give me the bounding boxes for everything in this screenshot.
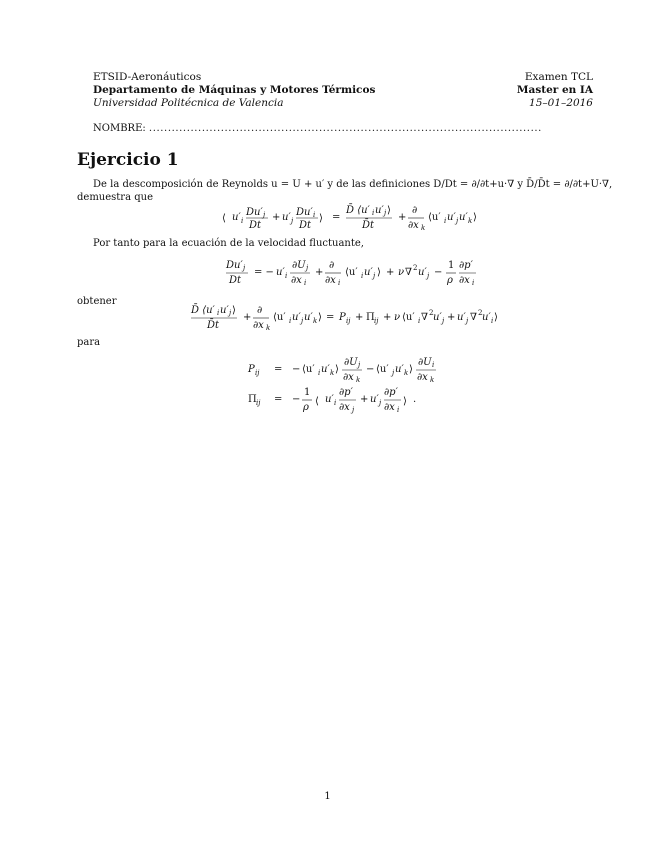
svg-text:u′: u′ xyxy=(457,312,466,323)
svg-text:k: k xyxy=(330,369,335,377)
svg-text:u′: u′ xyxy=(459,212,468,223)
svg-text:⟨u′: ⟨u′ xyxy=(302,364,315,375)
exercise-title: Ejercicio 1 xyxy=(77,150,179,170)
svg-text:∂U: ∂U xyxy=(344,357,358,368)
svg-text:⟨u′: ⟨u′ xyxy=(402,312,415,323)
svg-text:+: + xyxy=(383,312,392,323)
svg-text:i: i xyxy=(313,211,316,219)
svg-text:j: j xyxy=(243,264,246,272)
svg-text:D̄t: D̄t xyxy=(362,220,375,231)
university-name: Universidad Politécnica de Valencia xyxy=(93,97,284,109)
svg-text:ij: ij xyxy=(256,399,261,407)
text-obtain: obtener xyxy=(77,296,117,307)
svg-text:=: = xyxy=(274,394,283,405)
svg-text:u′: u′ xyxy=(282,212,291,223)
svg-text:ν: ν xyxy=(398,267,405,278)
svg-text:+: + xyxy=(360,394,369,405)
svg-text:−: − xyxy=(292,394,301,405)
svg-text:∇: ∇ xyxy=(421,312,428,323)
svg-text:j: j xyxy=(263,211,266,219)
name-dots: ........................................................................................................ xyxy=(148,123,542,134)
svg-text:j: j xyxy=(466,317,469,325)
svg-text:+: + xyxy=(315,267,324,278)
svg-text:u′: u′ xyxy=(433,312,442,323)
svg-text:i: i xyxy=(472,279,475,287)
svg-text:u′: u′ xyxy=(395,364,404,375)
svg-text:i: i xyxy=(304,279,307,287)
svg-text:k: k xyxy=(356,376,361,384)
svg-text:−: − xyxy=(434,267,443,278)
exam-date: 15–01–2016 xyxy=(529,97,593,109)
svg-text:∂x: ∂x xyxy=(384,402,395,413)
svg-text:∂x: ∂x xyxy=(408,220,419,231)
svg-text:⟨u′: ⟨u′ xyxy=(345,267,358,278)
svg-text:i: i xyxy=(418,317,421,325)
svg-text:k: k xyxy=(430,376,435,384)
svg-text:2: 2 xyxy=(413,264,418,272)
svg-text:j: j xyxy=(301,317,304,325)
svg-text:⟩: ⟩ xyxy=(232,305,236,316)
svg-text:i: i xyxy=(285,272,288,280)
svg-text:k: k xyxy=(266,324,271,332)
page-number: 1 xyxy=(324,791,331,802)
svg-text:2: 2 xyxy=(429,309,434,317)
svg-text:Π: Π xyxy=(248,394,257,405)
school-name: ETSID-Aeronáuticos xyxy=(93,71,202,83)
svg-text:⟩: ⟩ xyxy=(494,312,498,323)
svg-text:Du′: Du′ xyxy=(296,207,313,218)
svg-text:⟨u′: ⟨u′ xyxy=(273,312,286,323)
svg-text:ij: ij xyxy=(255,369,260,377)
svg-text:i: i xyxy=(372,209,375,217)
svg-text:j: j xyxy=(291,217,294,225)
svg-text:∂: ∂ xyxy=(329,260,335,271)
svg-text:⟩: ⟩ xyxy=(473,212,477,223)
svg-text:j: j xyxy=(379,399,382,407)
svg-text:⟩: ⟩ xyxy=(387,205,391,216)
svg-text:i: i xyxy=(334,399,337,407)
svg-text:i: i xyxy=(338,279,341,287)
svg-text:⟩: ⟩ xyxy=(319,213,323,224)
svg-text:⟨u′: ⟨u′ xyxy=(376,364,389,375)
svg-text:∂x: ∂x xyxy=(459,275,470,286)
svg-text:D̄t: D̄t xyxy=(207,320,220,331)
svg-text:u′: u′ xyxy=(482,312,491,323)
svg-text:i: i xyxy=(289,317,292,325)
svg-text:−: − xyxy=(366,364,375,375)
svg-text:⟨: ⟨ xyxy=(315,396,319,407)
svg-text:+: + xyxy=(398,212,407,223)
svg-text:u′: u′ xyxy=(321,364,330,375)
svg-text:Dt: Dt xyxy=(229,275,242,286)
text-velocity: Por tanto para la ecuación de la velocidad fluctuante, xyxy=(93,238,364,249)
svg-text:u′: u′ xyxy=(364,267,373,278)
svg-text:j: j xyxy=(352,406,355,414)
svg-text:u′: u′ xyxy=(447,212,456,223)
intro-line-2: demuestra que xyxy=(77,192,153,203)
svg-text:∇: ∇ xyxy=(405,267,412,278)
svg-text:u′: u′ xyxy=(276,267,285,278)
svg-text:= −: = − xyxy=(254,267,274,278)
svg-text:⟩: ⟩ xyxy=(335,364,339,375)
svg-text:+: + xyxy=(243,312,252,323)
svg-text:∂x: ∂x xyxy=(291,275,302,286)
svg-text:⟩: ⟩ xyxy=(409,364,413,375)
text-for: para xyxy=(77,337,101,348)
svg-text:=: = xyxy=(326,312,335,323)
svg-text:∂U: ∂U xyxy=(292,260,306,271)
svg-text:k: k xyxy=(421,224,426,232)
svg-text:u′: u′ xyxy=(220,305,229,316)
svg-text:D̄ ⟨u′: D̄ ⟨u′ xyxy=(346,205,370,216)
svg-text:Dt: Dt xyxy=(299,220,312,231)
svg-text:∂x: ∂x xyxy=(417,372,428,383)
svg-text:D̄ ⟨u′: D̄ ⟨u′ xyxy=(191,305,215,316)
name-label: NOMBRE: xyxy=(93,123,146,134)
svg-text:u′: u′ xyxy=(370,394,379,405)
svg-text:−: − xyxy=(292,364,301,375)
svg-text:∂: ∂ xyxy=(412,205,418,216)
svg-text:u′: u′ xyxy=(418,267,427,278)
svg-text:∂p′: ∂p′ xyxy=(459,260,473,271)
master-name: Master en IA xyxy=(516,84,593,96)
svg-text:P: P xyxy=(339,312,346,323)
svg-text:.: . xyxy=(413,394,417,405)
svg-text:Π: Π xyxy=(366,312,375,323)
svg-text:Dt: Dt xyxy=(249,220,262,231)
svg-text:+: + xyxy=(272,212,281,223)
svg-text:k: k xyxy=(313,317,318,325)
svg-text:j: j xyxy=(373,272,376,280)
svg-text:∂p′: ∂p′ xyxy=(384,387,398,398)
svg-text:j: j xyxy=(229,309,232,317)
svg-text:∂x: ∂x xyxy=(325,275,336,286)
svg-text:∂U: ∂U xyxy=(418,357,432,368)
svg-text:⟩: ⟩ xyxy=(403,396,407,407)
svg-text:2: 2 xyxy=(478,309,483,317)
svg-text:∇: ∇ xyxy=(470,312,477,323)
svg-text:j: j xyxy=(384,209,387,217)
svg-text:=: = xyxy=(332,212,341,223)
svg-text:+: + xyxy=(355,312,364,323)
svg-text:1: 1 xyxy=(448,260,455,271)
svg-text:P: P xyxy=(248,364,255,375)
svg-text:i: i xyxy=(241,217,244,225)
svg-text:ρ: ρ xyxy=(303,402,309,413)
svg-text:⟩: ⟩ xyxy=(377,267,381,278)
svg-text:i: i xyxy=(318,369,321,377)
intro-line-1: De la descomposición de Reynolds u = U + u′ y de las definiciones D/Dt = ∂/∂t+u·∇ y D̄/D̄t = ∂/∂t+U·∇, xyxy=(93,179,613,190)
svg-text:Du′: Du′ xyxy=(226,260,243,271)
svg-text:u′: u′ xyxy=(325,394,334,405)
svg-text:k: k xyxy=(404,369,409,377)
svg-text:ν: ν xyxy=(394,312,401,323)
svg-text:=: = xyxy=(274,364,283,375)
svg-text:⟨u′: ⟨u′ xyxy=(428,212,441,223)
svg-text:j: j xyxy=(427,272,430,280)
svg-text:j: j xyxy=(442,317,445,325)
svg-text:1: 1 xyxy=(304,387,311,398)
svg-text:∂: ∂ xyxy=(257,305,263,316)
svg-text:∂x: ∂x xyxy=(339,402,350,413)
svg-text:i: i xyxy=(397,406,400,414)
svg-text:u′: u′ xyxy=(292,312,301,323)
svg-text:⟨: ⟨ xyxy=(222,213,226,224)
svg-text:ρ: ρ xyxy=(447,275,453,286)
svg-text:u′: u′ xyxy=(304,312,313,323)
svg-text:+: + xyxy=(447,312,456,323)
svg-text:ij: ij xyxy=(374,317,379,325)
svg-text:i: i xyxy=(444,217,447,225)
svg-text:k: k xyxy=(468,217,473,225)
svg-text:i: i xyxy=(217,309,220,317)
svg-text:j: j xyxy=(392,369,395,377)
svg-text:u′: u′ xyxy=(375,205,384,216)
exam-name: Examen TCL xyxy=(524,71,593,83)
svg-text:j: j xyxy=(306,264,309,272)
svg-text:ij: ij xyxy=(346,317,351,325)
department-name: Departamento de Máquinas y Motores Térmicos xyxy=(93,84,376,96)
svg-text:j: j xyxy=(456,217,459,225)
svg-text:⟩: ⟩ xyxy=(318,312,322,323)
svg-text:i: i xyxy=(432,361,435,369)
svg-text:∂p′: ∂p′ xyxy=(339,387,353,398)
svg-text:j: j xyxy=(358,361,361,369)
svg-text:Du′: Du′ xyxy=(246,207,263,218)
svg-text:+: + xyxy=(386,267,395,278)
svg-text:i: i xyxy=(491,317,494,325)
svg-text:u′: u′ xyxy=(232,212,241,223)
svg-text:i: i xyxy=(361,272,364,280)
svg-text:∂x: ∂x xyxy=(253,320,264,331)
svg-text:∂x: ∂x xyxy=(343,372,354,383)
